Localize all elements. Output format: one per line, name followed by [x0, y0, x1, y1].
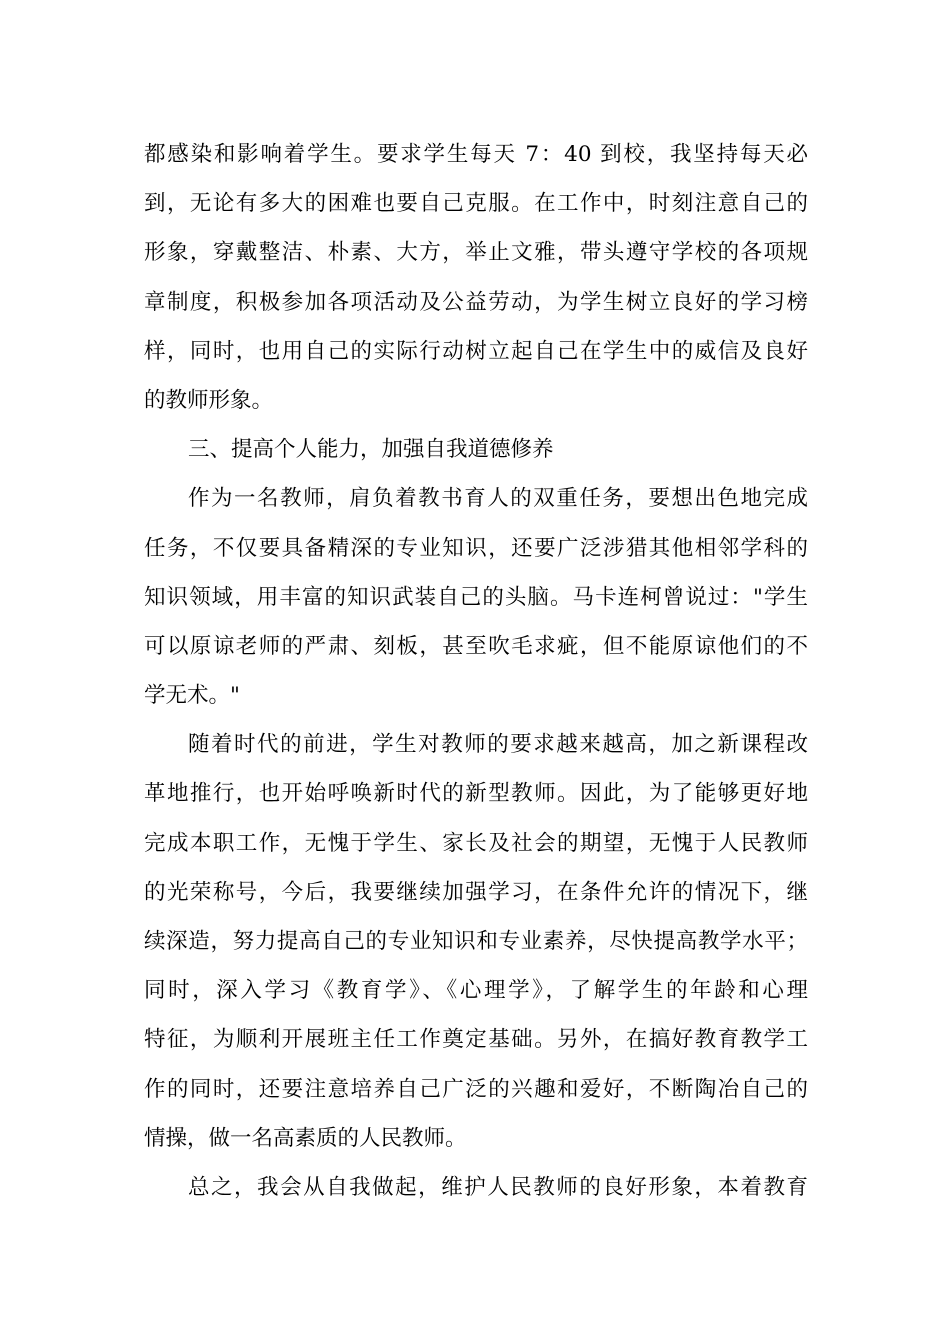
- text-line: 学无术。": [144, 683, 240, 709]
- text-line: 可以原谅老师的严肃、刻板，甚至吹毛求疵，但不能原谅他们的不: [144, 633, 808, 659]
- text-line: 情操，做一名高素质的人民教师。: [144, 1125, 467, 1151]
- text-line: 任务，不仅要具备精深的专业知识，还要广泛涉猎其他相邻学科的: [144, 535, 808, 561]
- text-line: 知识领域，用丰富的知识武装自己的头脑。马卡连柯曾说过："学生: [144, 584, 808, 610]
- text-line: 总之，我会从自我做起，维护人民教师的良好形象，本着教育: [188, 1174, 808, 1200]
- text-line: 作的同时，还要注意培养自己广泛的兴趣和爱好，不断陶冶自己的: [144, 1076, 808, 1102]
- text-line: 章制度，积极参加各项活动及公益劳动，为学生树立良好的学习榜: [144, 289, 808, 315]
- text-line: 的光荣称号，今后，我要继续加强学习，在条件允许的情况下，继: [144, 879, 808, 905]
- text-line: 特征，为顺利开展班主任工作奠定基础。另外，在搞好教育教学工: [144, 1027, 808, 1053]
- text-line: 续深造，努力提高自己的专业知识和专业素养，尽快提高教学水平；: [144, 929, 808, 954]
- section-heading: 三、提高个人能力，加强自我道德修养: [188, 437, 554, 463]
- text-line: 都感染和影响着学生。要求学生每天 7：40 到校，我坚持每天必: [144, 142, 808, 167]
- text-line: 随着时代的前进，学生对教师的要求越来越高，加之新课程改: [188, 732, 808, 758]
- text-line: 同时，深入学习《教育学》、《心理学》，了解学生的年龄和心理: [144, 978, 808, 1004]
- text-line: 样，同时，也用自己的实际行动树立起自己在学生中的威信及良好: [144, 338, 808, 364]
- text-line: 到，无论有多大的困难也要自己克服。在工作中，时刻注意自己的: [144, 191, 808, 217]
- text-line: 革地推行，也开始呼唤新时代的新型教师。因此，为了能够更好地: [144, 781, 808, 807]
- text-line: 形象，穿戴整洁、朴素、大方，举止文雅，带头遵守学校的各项规: [144, 240, 808, 266]
- text-line: 作为一名教师，肩负着教书育人的双重任务，要想出色地完成: [188, 486, 808, 512]
- text-line: 的教师形象。: [144, 387, 274, 413]
- body-text: [144, 130, 808, 1212]
- text-line: 完成本职工作，无愧于学生、家长及社会的期望，无愧于人民教师: [144, 830, 808, 856]
